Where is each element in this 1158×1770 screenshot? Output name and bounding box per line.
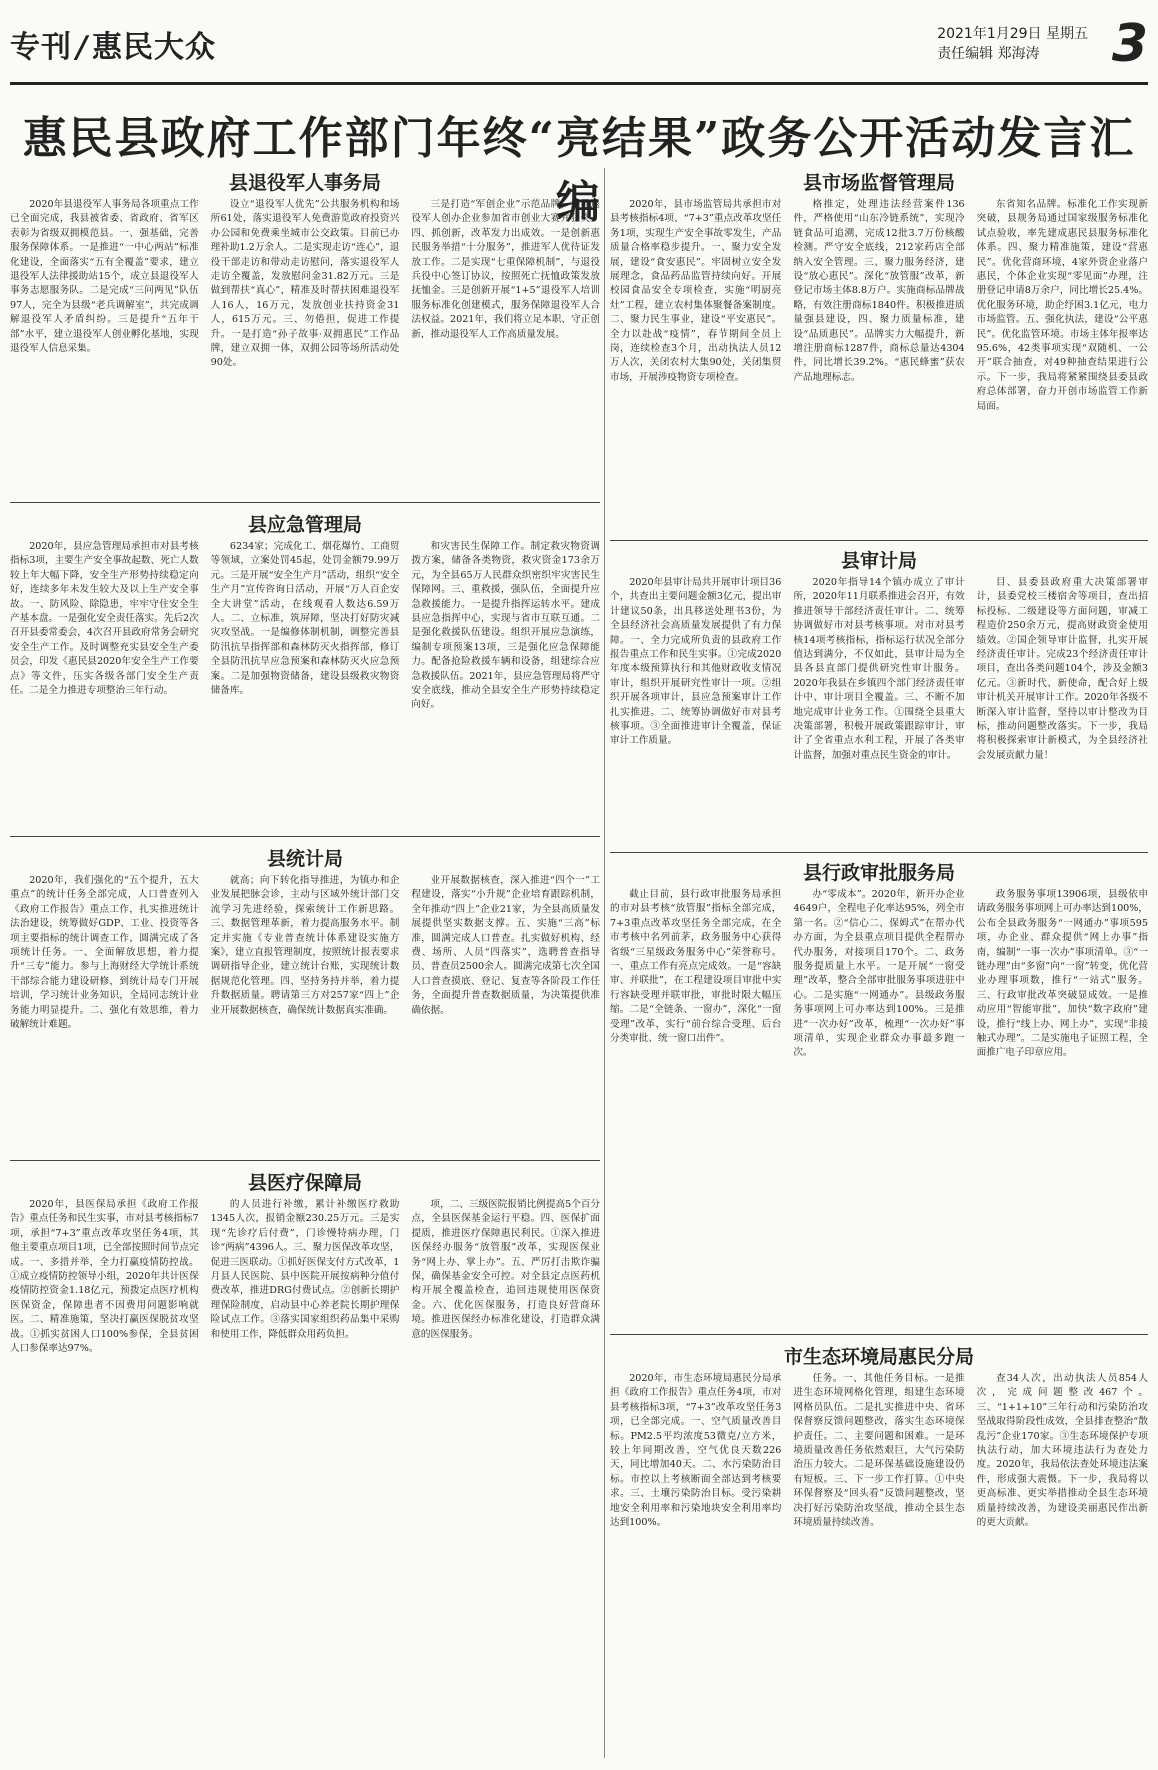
article-column: 政务服务事项13906项，县级依申请政务服务事项网上可办率达到100%，公布全县政务服务“一网通办”事项595项，办企业、群众提供“网上办事”指南，编制“一事一次办”事项清单。③“一链办理”由“多窗”向“一窗”转变，优化营业办理事项数，推行“一站式”服务。三、行政审批改革突破显成效。一是推动应用“智能审批”，加快“数字政府”建设，推行“线上办、网上办”，实现“非接触式办理”。二是实施电子证照工程，全面推广电子印章应用。 (976, 889, 1148, 1059)
section-statistics (10, 844, 600, 1154)
article-column: 就高；向下转化指导推进，为镇办和企业发展把脉会诊，主动与区域外统计部门交流学习先进经验，探索统计工作新思路。三、数据管理革新，着力提高服务水平。制定并实施《专业普查统计体系建设实施方案》，建立直报管理制度，按照统计报表要求调研指导企业，建立统计台账，实现统计数据规范化管理。四、坚持务持并举，着力提升数据质量。聘请第三方对257家“四上”企业开展数据核查，确保统计数据真实准确。 (210, 875, 400, 1016)
masthead-rule (10, 82, 1148, 85)
editor-credit: 责任编辑 郑海涛 (937, 46, 1040, 62)
paper-brand (10, 22, 216, 66)
section-divider (610, 852, 1148, 853)
article-column: 2020年，县市场监管局共承担市对县考核指标4项、“7+3”重点改革攻坚任务1项，实现生产安全事故零发生，产品质量合格率稳步提升。一、聚力安全发展，建设“食安惠民”。牢固树立安全发展理念，食品药品监管持续向好。开展校园食品安全专项检查，实施“明厨亮灶”工程，建立农村集体聚餐备案制度。二、聚力民生事业，建设“平安惠民”。全力以赴战“疫情”，春节期间全员上岗，连续检查3个月，出动执法人员12万人次，关闭农村大集90处，关闭集贸市场，开展涉疫物资专项检查。 (610, 199, 782, 383)
section-title: 县退役军人事务局 (228, 172, 381, 194)
section-divider (610, 1334, 1148, 1335)
article-column: 任务。一、其他任务目标。一是推进生态环境网格化管理，组建生态环境网格员队伍。二是扎实推进中央、省环保督察反馈问题整改，落实生态环境保护责任。二、主要问题和困难。一是环境质量改善任务依然艰巨，大气污染防治压力较大。二是环保基础设施建设仍有短板。三、下一步工作打算。①中央环保督察及“回头看”反馈问题整改，坚决打好污染防治攻坚战，推动全县生态环境质量持续改善。 (793, 1373, 965, 1529)
section-title: 县应急管理局 (247, 514, 362, 536)
article-column: 和灾害民生保障工作。制定救灾物资调拨方案，储备各类物资，救灾资金173余万元，为全县65万人民群众织密织牢灾害民生保障网。三、重救援，强队伍，全面提升应急救援能力。一是提升指挥运转水平。建成县应急指挥中心，实现与省市互联互通。二是强化救援队伍建设。组织开展应急演练，编制专项预案13项，三是强化应急保障能力。配备抢险救援车辆和设备，组建综合应急救援队伍。2021年，县应急管理局将严守安全底线，推动全县安全生产形势持续稳定向好。 (411, 541, 601, 711)
section-title: 县医疗保障局 (247, 1172, 362, 1194)
issue-meta (937, 24, 1088, 64)
section-market-supervision (610, 168, 1148, 538)
article-column: 东省知名品牌。标准化工作实现新突破，县规务局通过国家级服务标准化试点验收，率先建成惠民县服务标准化体系。四、聚力精准施策，建设“营惠民”。优化营商环境，4家外资企业落户惠民，个体企业实现“零见面”办理，注册登记申请8万余户，同比增长25.4%。优化服务环境，助企纾困3.1亿元，电力市场监管。五、强化执法，建设“公平惠民”。优化监管环境。市场主体年报率达95.6%，42类事项实现“双随机、一公开”联合抽查，对49种抽查结果进行公示。下一步，我局将紧紧围绕县委县政府总体部署，奋力开创市场监管工作新局面。 (976, 199, 1148, 412)
article-column: 2020年，县应急管理局承担市对县考核指标3项，主要生产安全事故起数、死亡人数较上年大幅下降，安全生产形势持续稳定向好，连续多年未发生较大及以上生产安全事故。一、防风险、除隐患，牢牢守住安全生产基本盘。一是强化安全责任落实。先后2次召开县委常委会，4次召开县政府常务会研究安全生产工作。及时调整充实县安全生产委员会，印发《惠民县2020年安全生产工作要点》等文件，压实各级各部门安全生产责任。二是全力推进专项整治三年行动。 (10, 541, 199, 697)
article-column: 目、县委县政府重大决策部署审计，县委党校三楼宿舍等项目，查出招标投标、二级建设等方面问题，审减工程造价250余万元，提高财政资金使用绩效。②国企领导审计监督，扎实开展经济责任审计。完成23个经济责任审计项目，查出各类问题104个，涉及金额3亿元。③新时代、新使命，配合好上级审计机关开展审计工作。2020年各级不断深入审计监督，坚持以审计整改为目标，推动问题整改落实。下一步，我局将积极探索审计新模式，为全县经济社会发展贡献力量！ (976, 577, 1148, 761)
page-headline: 惠民县政府工作部门年终“亮结果”政务公开活动发言汇编 (22, 113, 1136, 228)
section-divider (10, 1160, 600, 1161)
section-divider (10, 836, 600, 837)
masthead (10, 14, 1148, 80)
section-label: 专刊 (10, 30, 72, 65)
section-audit (610, 546, 1148, 846)
section-title: 县统计局 (266, 848, 343, 870)
section-divider (610, 540, 1148, 541)
article-column: 6234家；完成化工、烟花爆竹、工商贸等领域，立案处罚45起，处罚金额79.99万元。三是开展“安全生产月”活动，组织“安全生产月”宣传咨询日活动，开展“万人百企安全大讲堂”活动，在线观看人数达6.59万人。二、立标准，筑屏障，坚决打好防灾减灾攻坚战。一是编修体制机制，调整完善县防汛抗旱指挥部和森林防灭火指挥部，修订全县防汛抗旱应急预案和森林防灭火应急预案。二是加强物资储备，建设县级救灾物资储备库。 (210, 541, 400, 697)
section-title: 县市场监督管理局 (802, 172, 955, 194)
section-divider (10, 502, 600, 503)
article-column: 截止目前，县行政审批服务局承担的市对县考核“放管服”指标全部完成，7+3重点改革攻坚任务全部完成，在全市考核中名列前茅，政务服务中心获得省级“三星级政务服务中心”荣誉称号。一、重点工作有亮点完成效。一是“容缺审、并联批”，在工程建设项目审批中实行容缺受理并联审批，审批时限大幅压缩。二是“全链条、一窗办”，深化“一窗受理”改革，实行“前台综合受理、后台分类审批、统一窗口出件”。 (610, 889, 782, 1045)
section-medical-security (10, 1168, 600, 1758)
article-column: 三是打造“军创企业”示范品牌，指导退役军人创办企业参加省市创业大赛并获奖。四、抓创新，改革发力出成效。一是创新惠民服务举措“十分服务”，推进军人优待证发放工作。二是实现“七重保障机制”，与退役兵役中心签订协议，按照死亡抚恤政策发放抚恤金。三是创新开展“1+5”退役军人培训服务标准化创建模式，服务保障退役军人合法权益。2021年，我们将立足本职、守正创新，推动退役军人工作高质量发展。 (411, 199, 601, 340)
article-column: 2020年，市生态环境局惠民分局承担《政府工作报告》重点任务4项，市对县考核指标3项，“7+3”改革攻坚任务3项，已全部完成。一、空气质量改善目标。PM2.5平均浓度53微克/立方米，较上年同期改善，空气优良天数226天，同比增加40天。二、水污染防治目标。市控以上考核断面全部达到考核要求。三、土壤污染防治目标。受污染耕地安全利用率和污染地块安全利用率均达到100%。 (610, 1373, 782, 1529)
page-number: 3 (1111, 14, 1148, 74)
article-column: 办“零成本”。2020年，新开办企业4649户，全程电子化率达95%，列全市第一名。②“信心二、保姆式”在帮办代办方面，为全县重点项目提供全程帮办代办服务，对接项目170个。二、政务服务提质量上水平。一是开展“一窗受理”改革，整合全部审批服务事项进驻中心。二是实施“一网通办”。县级政务服务事项网上可办率达到100%。三是推进“一次办好”改革，梳理“一次办好”事项清单，实现企业群众办事最多跑一次。 (793, 889, 965, 1059)
section-emergency (10, 510, 600, 830)
article-column: 2020年县审计局共开展审计项目36个，共查出主要问题金额3亿元，提出审计建议50条，出具移送处理书3份，为全县经济社会高质量发展提供了有力保障。一、全力完成所负责的县政府工作报告重点工作和民生实事。①完成2020年度本级预算执行和其他财政收支情况审计，组织开展研究性审计一项。②组织开展各项审计，县应急预案审计工作扎实推进。二、统筹协调做好市对县考核事项。③全面推进审计全覆盖，保证审计工作质量。 (610, 577, 782, 747)
paper-name: 惠民大众 (91, 30, 216, 65)
brand-slash: / (76, 30, 88, 65)
article-column: 的人员进行补缴，累计补缴医疗救助1345人次，报销金额230.25万元。三是实现“先诊疗后付费”，门诊慢特病办理，门诊“两病”4396人。三、聚力医保改革攻坚，促进三医联动。①抓好医保支付方式改革，1月县人民医院、县中医院开展按病种分值付费改革，推进DRG付费试点。②创新长期护理保险制度，启动县中心养老院长期护理保险试点工作。③落实国家组织药品集中采购和使用工作，降低群众用药负担。 (210, 1199, 400, 1340)
article-column: 格推定，处理违法经营案件136件，严格使用“山东冷链系统”，实现冷链食品可追溯，完成12批3.7万份核酸检测。严守安全底线，212家药店全部纳入安全管理。三、聚力服务经济，建设“放心惠民”。深化“放管服”改革，新登记市场主体8.8万户。实施商标品牌战略，有效注册商标1840件。积极推进质量强县建设，四、聚力质量标准，建设“品质惠民”。品牌实力大幅提升，新增注册商标1287件，商标总量达4304件，同比增长39.2%。“惠民蜂蜜”获农产品地理标志。 (793, 199, 965, 383)
section-veterans (10, 168, 600, 498)
article-column: 2020年指导14个镇办成立了审计所，2020年11月联系推进会召开，有效推进领导干部经济责任审计。二、统筹协调做好市对县考核事项。对市对县考核14项考核指标，指标运行状况全部分值达到满分，不仅如此，县审计局为全县各县直部门提供研究性审计服务。2020年我县在乡镇四个部门经济责任审计中、审计项目全覆盖。三、不断不加地完成审计业务工作。①围绕全县重大决策部署，积极开展政策跟踪审计，审计了全省重点水利工程，开展了各类审计监督，加强对重点民生资金的审计。 (793, 577, 965, 761)
article-column: 项，二、三级医院报销比例提高5个百分点，全县医保基金运行平稳。四、医保扩面提质，推进医疗保障惠民利民。①深入推进医保经办服务“放管服”改革，实现医保业务“网上办、掌上办”。五、严厉打击欺诈骗保，确保基金安全可控。对全县定点医药机构开展全覆盖检查，追回违规使用医保资金。六、优化医保服务，打造良好营商环境。推进医保经办标准化建设，打造群众满意的医保服务。 (411, 1199, 601, 1340)
section-title: 市生态环境局惠民分局 (783, 1346, 974, 1368)
article-column: 查34人次，出动执法人员854人次，完成问题整改467个。三、“1+1+10”三年行动和污染防治攻坚战取得阶段性成效，全县排查整治“散乱污”企业170家。③生态环境保护专项执法行动，加大环境违法行为查处力度。2020年，我局依法查处环境违法案件，形成强大震慑。下一步，我局将以更高标准、更实举措推动全县生态环境质量持续改善，为建设美丽惠民作出新的更大贡献。 (976, 1373, 1148, 1529)
section-ecology-environment (610, 1342, 1148, 1758)
column-divider (604, 168, 605, 1758)
section-administrative-approval (610, 858, 1148, 1328)
article-column: 2020年县退役军人事务局各项重点工作已全面完成，我县被省委、省政府、省军区表彰为省级双拥模范县。一、强基础，完善服务保障体系。一是推进“一中心两站”标准化建设，全面落实“五有全覆盖”要求，建立退役军人法律援助站15个，成立县退役军人事务志愿服务队。二是完成“三问两见”队伍97人，完全为县级“老兵调解室”，共完成调解退役军人矛盾纠纷。三是提升“五年干部”水平，建立退役军人创业孵化基地，实现退役军人信息采集。 (10, 199, 199, 355)
issue-date: 2021年1月29日 星期五 (937, 26, 1088, 42)
article-column: 2020年，县医保局承担《政府工作报告》重点任务和民生实事，市对县考核指标7项，承担“7+3”重点改革攻坚任务4项，其他主要重点项目1项，已全部按照时间节点完成。一、多措并举，全力打赢疫情防控战。①成立疫情防控领导小组，2020年共计医保疫情防控资金1.18亿元，预拨定点医疗机构医保资金，保障患者不因费用问题影响就医。二、精准施策，坚决打赢医保脱贫攻坚战。①抓实贫困人口100%参保，全县贫困人口参保率达97%。 (10, 1199, 199, 1355)
article-column: 业开展数据核查，深入推进“四个一”工程建设，落实“小升规”企业培育跟踪机制，全年推动“四上”企业21家，为全县高质量发展提供坚实数据支撑。五、实施“三高”标准，圆满完成人口普查。扎实做好机构、经费、场所、人员“四落实”，选聘普查指导员、普查员2500余人。圆满完成第七次全国人口普查摸底、登记、复查等各阶段工作任务，全面提升普查数据质量，为决策提供准确依据。 (411, 875, 601, 1016)
article-column: 2020年，我们强化的“五个提升，五大重点”的统计任务全部完成，人口普查列入《政府工作报告》重点工作，扎实推进统计法治建设，统筹做好GDP、工业、投资等各项主要指标的统计调查工作，圆满完成了各项统计任务。一、全面解放思想，着力提升“三专”能力。参与上海财经大学统计系统干部综合能力建设研修，到统计局专门开展培训，学习统计业务知识，全局同志统计业务能力明显提升。二、强化有效思维，着力破解统计难题。 (10, 875, 199, 1031)
section-title: 县审计局 (840, 550, 917, 572)
article-column: 设立“退役军人优先”公共服务机构和场所61处，落实退役军人免费游览政府投资兴办公园和免费乘坐城市公交政策。目前已办理补助1.2万余人。二是实现走访“连心”，退役干部走访和带动走访慰问，落实退役军人走访全覆盖，发放慰问金31.82万元。三是做到帮扶“真心”，精准及时帮扶困难退役军人16人，16万元，发放创业扶持资金31人，615万元。三、勿倦担，促进工作提升。一是打造“孙子故事·双拥惠民”工作品牌，建立双拥一体，双拥公园等场所活动处90处。 (210, 199, 400, 369)
section-title: 县行政审批服务局 (802, 862, 955, 884)
